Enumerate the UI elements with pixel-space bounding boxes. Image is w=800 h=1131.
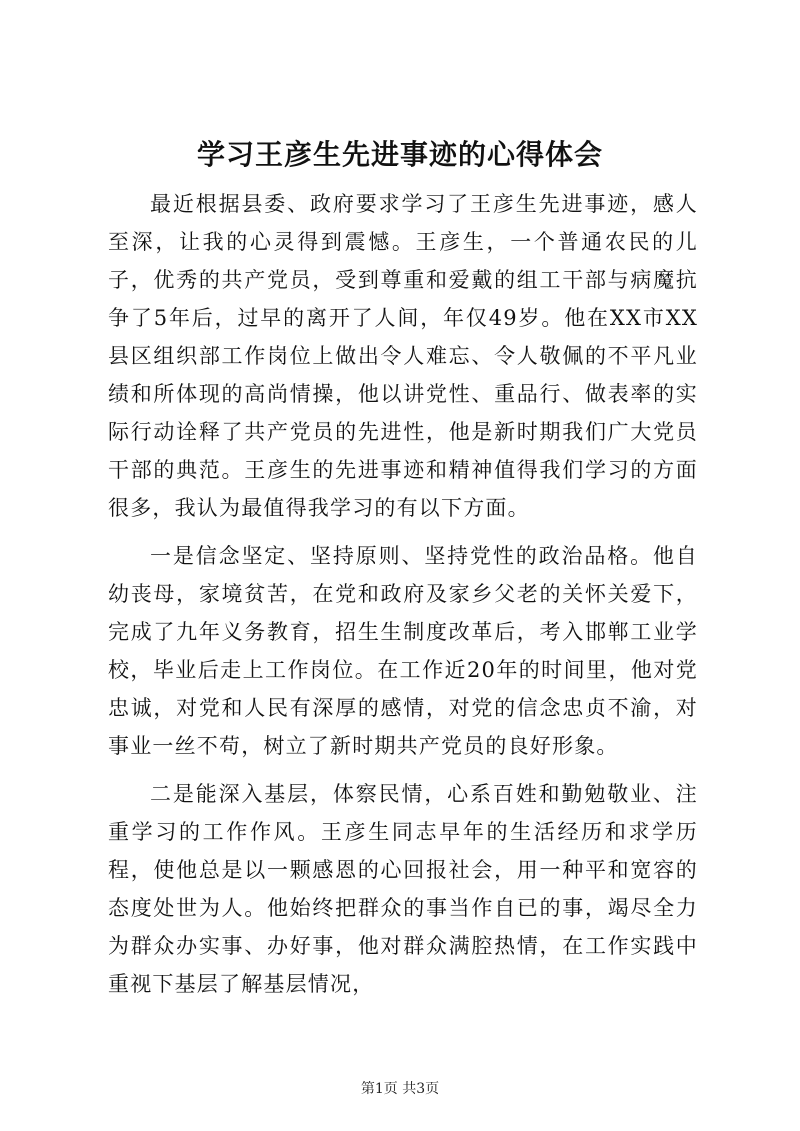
paragraph-point-one: 一是信念坚定、坚持原则、坚持党性的政治品格。他自幼丧母，家境贫苦，在党和政府及家乡父老的关怀关爱下，完成了九年义务教育，招生生制度改革后，考入邯郸工业学校，毕业后走上工作岗位。在工作近20年的时间里，他对党忠诚，对党和人民有深厚的感情，对党的信念忠贞不渝，对事业一丝不苟，树立了新时期共产党员的良好形象。: [108, 544, 698, 758]
paragraph-point-two: 二是能深入基层，体察民情，心系百姓和勤勉敬业、注重学习的工作作风。王彦生同志早年的生活经历和求学历程，使他总是以一颗感恩的心回报社会，用一种平和宽容的态度处世为人。他始终把群众的事当作自已的事，竭尽全力为群众办实事、办好事，他对群众满腔热情，在工作实践中重视下基层了解基层情况，: [108, 782, 698, 996]
document-title: 学习王彦生先进事迹的心得体会: [196, 138, 603, 171]
paragraph-intro: 最近根据县委、政府要求学习了王彦生先进事迹，感人至深，让我的心灵得到震憾。王彦生，一个普通农民的儿子，优秀的共产党员，受到尊重和爱戴的组工干部与病魔抗争了5年后，过早的离开了人间，年仅49岁。他在XX市XX县区组织部工作岗位上做出令人难忘、令人敬佩的不平凡业绩和所体现的高尚情操，他以讲党性、重品行、做表率的实际行动诠释了共产党员的先进性，他是新时期我们广大党员干部的典范。王彦生的先进事迹和精神值得我们学习的方面很多，我认为最值得我学习的有以下方面。: [108, 192, 698, 520]
document-body: [108, 185, 698, 1013]
page-footer: 第1页 共3页: [360, 1081, 440, 1097]
